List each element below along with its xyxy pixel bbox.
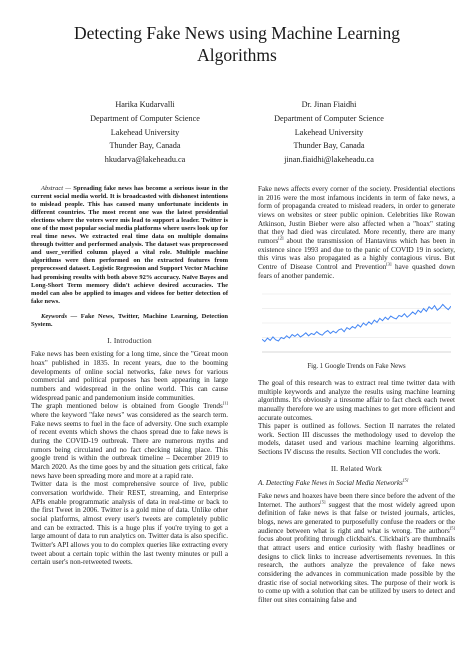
subsection-heading — [258, 479, 455, 488]
figure-google-trends — [258, 288, 455, 372]
abstract — [31, 185, 228, 306]
paragraph-text: about the transmission of Hantavirus which has been in existence since 1993 and due to the panic of COVID 19 in society, this virus was also propagated as a highly contagious virus. But Centre of Disease Control and Prevention — [258, 236, 455, 271]
intro-paragraph-1: Fake news has been existing for a long time, since the "Great moon hoax" published in 1835. In recent years, due to the booming developments of online social networks, fake news for various commercial and political purposes has been appearing in large numbers and widespread in the online world. This can cause widespread panic and pandemonium inside communities. — [31, 350, 228, 402]
intro-text-trends: The graph mentioned below is obtained from Google Trends — [31, 402, 223, 411]
paragraph-text: have quashed down fears of another pandemic. — [258, 262, 455, 280]
right-column — [258, 185, 455, 605]
paragraph-text: Fake news affects every corner of the society. Presidential elections in 2016 were the most infamous incidents in term of fake news, a form of propaganda created to mislead readers, in order to generate views on websites or steer public opinion. Celebrities like Rowan Atkinson, Justin Bieber were also affected when a "hoax" stating that they had died was circulated. More recently, there are many rumors — [258, 185, 455, 245]
paper-title: Detecting Fake News using Machine Learning Algorithms — [73, 23, 401, 65]
keywords — [31, 313, 228, 329]
citation-ref[interactable]: [5] — [402, 478, 409, 484]
citation-ref[interactable]: [3] — [386, 261, 392, 267]
intro-text-trends-cont: where the keyword "fake news" was considered as the search term. Fake news seems to fuel in the face of adversity. One such example of recent events which shows the chaos spread due to fake news is during the COVID-19 outbreak. There are numerous myths and rumors being circulated and no fact checking taking place. This google trend is within the outbreak timeline – December 2019 to March 2020. As the time goes by and the situation gets critical, fake news have been spreading more and more at a rapid rate. — [31, 411, 228, 480]
paragraph-text: suggest that the most widely agreed upon definition of fake news is that false or twisted journals, articles, blogs, news are generated to purposefully confuse the readers or the audience between what is right and what is wrong. The authors — [258, 500, 455, 535]
abstract-label: Abstract — — [41, 185, 72, 192]
right-paragraph-3: This paper is outlined as follows. Section II narrates the related work. Section III discusses the methodology used to develop the models, dataset used and various machine learning algorithms. Sections IV discuss the results. Section VII concludes the work. — [258, 422, 455, 457]
author-location: Thunder Bay, Canada — [293, 141, 365, 151]
trend-line-chart — [262, 288, 451, 360]
author-email[interactable]: hkudarva@lakeheadu.ca — [104, 155, 186, 165]
citation-ref[interactable]: [2] — [278, 235, 284, 241]
author-name: Harika Kudarvalli — [115, 100, 175, 109]
right-paragraph-4 — [258, 492, 455, 605]
author-university: Lakehead University — [110, 127, 180, 137]
left-column — [31, 185, 228, 567]
chart-gridlines — [262, 294, 451, 352]
citation-ref[interactable]: [5] — [320, 499, 326, 505]
keywords-label: Keywords — — [41, 312, 78, 320]
author-email[interactable]: jinan.fiaidhi@lakeheadu.ca — [284, 155, 374, 165]
author-department: Department of Computer Science — [274, 113, 384, 123]
citation-ref[interactable]: [1] — [222, 401, 228, 407]
author-location: Thunder Bay, Canada — [109, 141, 181, 151]
keywords-text: Fake News, Twitter, Machine Learning, Detection System. — [31, 312, 229, 328]
section-heading-related-work: II. Related Work — [331, 464, 382, 473]
citation-ref[interactable]: [5] — [449, 525, 455, 531]
section-heading-introduction: I. Introduction — [107, 336, 152, 345]
right-paragraph-2: The goal of this research was to extract real time twitter data with multiple keywords and analyze the results using machine learning algorithms. It's obviously a tiresome affair to fact check each tweet manually therefore we are using machines to get more efficient and accurate outcomes. — [258, 378, 455, 422]
intro-paragraph-3: Twitter data is the most comprehensive source of live, public conversation worldwide. Their REST, streaming, and Enterprise APIs enable programmatic analysis of data in real-time or back to the first Tweet in 2006. Twitter is a gold mine of data. Unlike other social platforms, almost every user's tweets are completely public and can be extracted. This is a huge plus if you're trying to get a large amount of data to run analytics on. Twitter data is also specific. Twitter's API allows you to do complex queries like extracting every tweet about a certain topic within the last twenty minutes or pull a certain user's non-retweeted tweets. — [31, 480, 228, 567]
author-block-1 — [60, 98, 230, 167]
subsection-title: A. Detecting Fake News in Social Media Networks — [258, 479, 403, 488]
abstract-text: Spreading fake news has become a serious issue in the current social media world. It is broadcasted with dishonest intentions to mislead people. This has caused many unfortunate incidents in different countries. The most recent one was the latest presidential elections where the voters were mis lead to support a leader. Twitter is one of the most popular social media platforms where users look up for real time news. We extracted real time data on multiple domains through twitter and performed analysis. The dataset was preprocessed and user_verified column played a vital role. Multiple machine algorithms were then performed on the extracted features from preprocessed dataset. Logistic Regression and Support Vector Machine had promising results with both above 92% accuracy. Naïve Bayes and Long-Short Term memory didn't achieve desired accuracies. The model can also be applied to images and videos for better detection of fake news. — [31, 185, 229, 305]
figure-caption: Fig. 1 Google Trends on Fake News — [307, 363, 406, 371]
paragraph-text: focus about profiting through clickbait's. Clickbait's are thumbnails that attract users and entice curiosity with flashy headlines or designs to click links to increase advertisements revenues. In this research, the authors analyze the prevalence of fake news considering the advances in communication made possible by the drastic rise of social networking sites. The purpose of their work is to come up with a solution that can be utilized by users to detect and filter out sites containing false and — [258, 535, 455, 604]
author-block-2 — [244, 98, 414, 167]
paragraph-text: Fake news and hoaxes have been there since before the advent of the Internet. The authors — [258, 492, 455, 509]
intro-paragraph-2 — [31, 402, 228, 480]
author-name: Dr. Jinan Fiaidhi — [301, 100, 357, 109]
right-paragraph-1 — [258, 185, 455, 280]
author-department: Department of Computer Science — [90, 113, 200, 123]
author-university: Lakehead University — [294, 127, 364, 137]
